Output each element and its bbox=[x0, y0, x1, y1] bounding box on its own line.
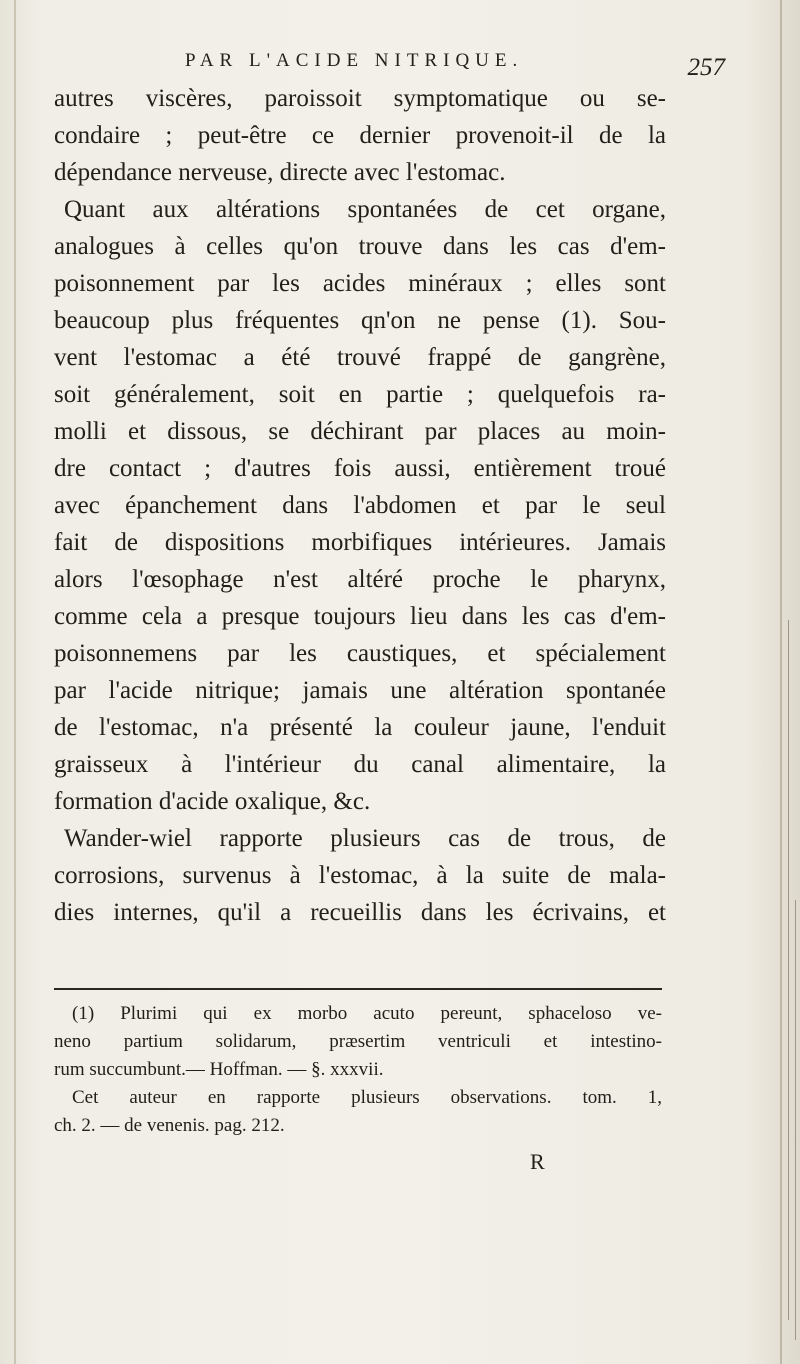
text-line: dépendance nerveuse, directe avec l'estomac. bbox=[54, 159, 506, 186]
body-text bbox=[54, 80, 666, 931]
text-line: par l'acide nitrique; jamais une altération spontanée bbox=[54, 677, 666, 704]
text-line: corrosions, survenus à l'estomac, à la suite de mala- bbox=[54, 862, 666, 889]
text-line: fait de dispositions morbifiques intérieures. Jamais bbox=[54, 529, 666, 556]
text-line: poisonnemens par les caustiques, et spécialement bbox=[54, 640, 666, 667]
page-number: 257 bbox=[687, 54, 725, 81]
footnote bbox=[54, 1000, 662, 1140]
footnote-line: (1) Plurimi qui ex morbo acuto pereunt, sphaceloso ve- bbox=[72, 1003, 662, 1024]
text-line: autres viscères, paroissoit symptomatique ou se- bbox=[54, 85, 666, 112]
text-line: alors l'œsophage n'est altéré proche le pharynx, bbox=[54, 566, 666, 593]
text-line: beaucoup plus fréquentes qn'on ne pense (1). Sou- bbox=[54, 307, 666, 334]
text-line: analogues à celles qu'on trouve dans les cas d'em- bbox=[54, 233, 666, 260]
text-line: condaire ; peut-être ce dernier provenoit-il de la bbox=[54, 122, 666, 149]
page-edge-mark bbox=[795, 900, 796, 1340]
text-line: comme cela a presque toujours lieu dans les cas d'em- bbox=[54, 603, 666, 630]
page-edge-shadow-right bbox=[780, 0, 782, 1364]
text-line: soit généralement, soit en partie ; quelquefois ra- bbox=[54, 381, 666, 408]
text-line: formation d'acide oxalique, &c. bbox=[54, 788, 371, 815]
text-line: dies internes, qu'il a recueillis dans les écrivains, et bbox=[54, 899, 666, 926]
text-line: vent l'estomac a été trouvé frappé de gangrène, bbox=[54, 344, 666, 371]
text-line: graisseux à l'intérieur du canal alimentaire, la bbox=[54, 751, 666, 778]
text-line: dre contact ; d'autres fois aussi, entièrement troué bbox=[54, 455, 666, 482]
footnote-rule bbox=[54, 988, 662, 990]
text-line: avec épanchement dans l'abdomen et par le seul bbox=[54, 492, 666, 519]
footnote-line: rum succumbunt.— Hoffman. — §. xxxvii. bbox=[54, 1059, 384, 1080]
text-line: poisonnement par les acides minéraux ; elles sont bbox=[54, 270, 666, 297]
page-edge-shadow-left bbox=[14, 0, 16, 1364]
signature-mark: R bbox=[530, 1149, 545, 1174]
footnote-line: Cet auteur en rapporte plusieurs observations. tom. 1, bbox=[72, 1087, 662, 1108]
footnote-line: neno partium solidarum, præsertim ventriculi et intestino- bbox=[54, 1031, 662, 1052]
running-title: PAR L'ACIDE NITRIQUE. bbox=[185, 50, 524, 71]
text-line: Quant aux altérations spontanées de cet organe, bbox=[64, 196, 666, 223]
running-head bbox=[185, 50, 725, 84]
text-line: de l'estomac, n'a présenté la couleur jaune, l'enduit bbox=[54, 714, 666, 741]
footnote-line: ch. 2. — de venenis. pag. 212. bbox=[54, 1115, 285, 1136]
text-line: Wander-wiel rapporte plusieurs cas de trous, de bbox=[64, 825, 666, 852]
text-line: molli et dissous, se déchirant par places au moin- bbox=[54, 418, 666, 445]
page-edge-mark bbox=[788, 620, 789, 1320]
